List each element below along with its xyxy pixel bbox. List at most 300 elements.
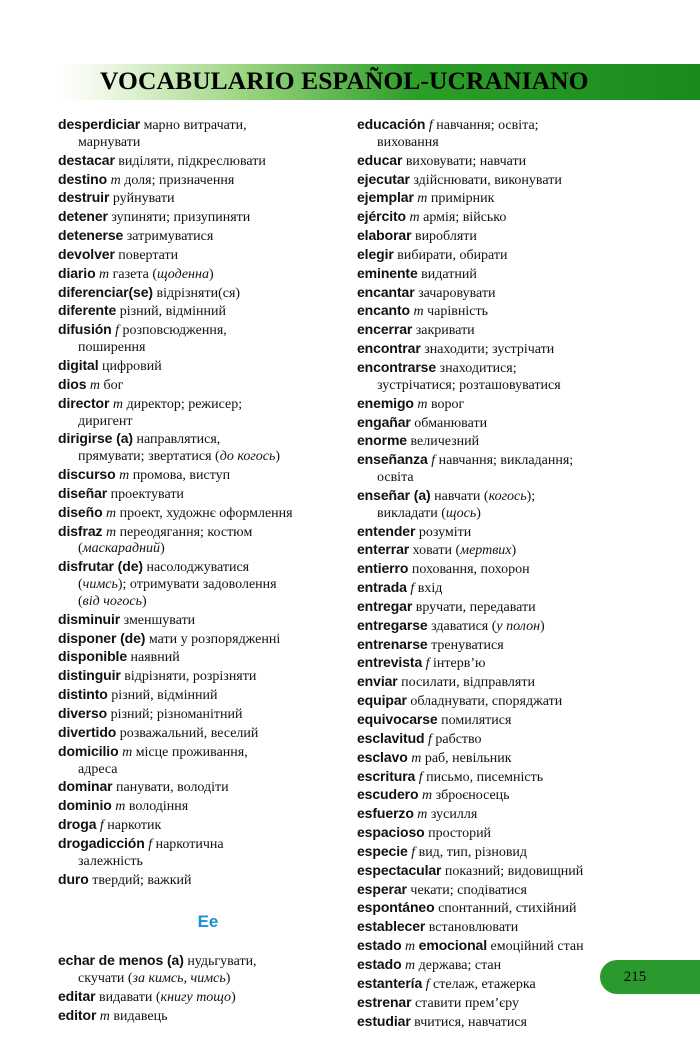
dictionary-entry: [58, 466, 358, 485]
entry-line: [357, 359, 647, 378]
translation-text: вибирати, обирати: [393, 247, 508, 263]
page-title: VOCABULARIO ESPAÑOL-UCRANIANO: [100, 66, 589, 95]
headword: enterrar: [357, 541, 410, 558]
translation-text: ): [275, 449, 281, 465]
italic-text: за кимсь, чимсь: [132, 971, 226, 987]
headword: educación: [357, 116, 426, 132]
left-entries-e: [58, 952, 358, 1025]
entry-line: [357, 617, 647, 636]
italic-text: книгу тощо: [160, 990, 232, 1006]
italic-text: f: [431, 453, 436, 469]
translation-text: поховання, похорон: [408, 562, 530, 578]
translation-text: чарівність: [423, 304, 488, 320]
translation-text: доля; призначення: [120, 172, 235, 188]
entry-line: [357, 414, 647, 433]
italic-text: f: [411, 844, 416, 860]
headword: digital: [58, 356, 99, 373]
entry-line: [58, 630, 358, 649]
translation-text: ховати (: [409, 543, 461, 559]
entry-line: [357, 321, 647, 340]
entry-line: [58, 227, 358, 246]
translation-text: відрізняти(ся): [152, 285, 241, 301]
dictionary-entry: [357, 579, 647, 598]
translation-text: нудьгувати,: [183, 954, 257, 970]
headword: encantar: [357, 283, 415, 300]
dictionary-entry: [58, 686, 358, 705]
entry-line: [357, 692, 647, 711]
translation-text: помилятися: [437, 713, 512, 728]
translation-text: ): [540, 618, 545, 634]
entry-line: [357, 673, 647, 692]
dictionary-entry: [357, 636, 647, 655]
translation-text: виділяти, підкреслювати: [114, 153, 266, 169]
italic-text: щоденна: [157, 266, 209, 282]
translation-text: ): [208, 266, 214, 282]
headword: destacar: [58, 151, 115, 168]
headword: dirigirse (a): [58, 430, 133, 447]
dictionary-entry: [58, 152, 358, 171]
italic-text: маскарадний: [82, 541, 161, 557]
entry-line: [58, 208, 358, 227]
entry-line: [357, 246, 647, 265]
headword: disfrutar (de): [58, 558, 143, 575]
translation-text: цифровий: [98, 358, 162, 374]
translation-text: ): [231, 990, 236, 1006]
translation-text: навчання; освіта;: [432, 118, 539, 133]
dictionary-entry: [58, 871, 358, 890]
dictionary-entry: [58, 284, 358, 303]
headword: especie: [357, 842, 408, 859]
translation-text: видавати (: [95, 990, 161, 1006]
italic-text: f: [99, 818, 104, 834]
translation-text: директор; режисер;: [122, 396, 243, 412]
dictionary-entry: [357, 340, 647, 359]
headword: emocional: [418, 937, 487, 954]
entry-continuation: [357, 378, 647, 395]
translation-text: просторий: [424, 826, 492, 842]
dictionary-entry: [357, 881, 647, 900]
entry-line: [58, 686, 358, 705]
translation-text: виховувати; навчати: [402, 153, 527, 169]
entry-line: [357, 284, 647, 303]
translation-text: руйнувати: [109, 191, 175, 207]
headword: establecer: [357, 918, 426, 935]
translation-text: тренуватися: [427, 637, 504, 653]
entry-line: [357, 227, 647, 246]
entry-line: [357, 560, 647, 579]
dictionary-entry: [357, 265, 647, 284]
dictionary-entry: [357, 673, 647, 692]
translation-text: різний, відмінний: [116, 304, 226, 320]
translation-text: );: [526, 488, 536, 504]
translation-text: повертати: [114, 247, 179, 263]
translation-text: обладнувати, споряджати: [406, 694, 563, 710]
headword: encontrarse: [357, 358, 437, 375]
entry-line: [357, 208, 647, 227]
translation-text: ): [141, 593, 147, 609]
entry-line: [357, 899, 647, 918]
left-entries: [58, 116, 358, 889]
dictionary-entry: [58, 835, 358, 871]
headword: diseñar: [58, 484, 108, 501]
dictionary-entry: [357, 432, 647, 451]
dictionary-entry: [58, 376, 358, 395]
entry-line: [58, 321, 358, 340]
entry-line: [58, 797, 358, 816]
italic-text: щось: [445, 505, 477, 521]
dictionary-entry: [58, 988, 358, 1007]
italic-text: m: [417, 396, 428, 412]
dictionary-entry: [58, 265, 358, 284]
headword: echar de menos (a): [58, 952, 184, 969]
italic-text: m: [106, 505, 117, 521]
italic-text: m: [115, 799, 126, 815]
headword: enseñar (a): [357, 486, 431, 503]
translation-text: панувати, володіти: [112, 780, 229, 796]
entry-continuation: [58, 449, 358, 466]
italic-text: m: [421, 788, 433, 804]
italic-text: m: [411, 750, 422, 766]
italic-text: m: [99, 1008, 110, 1024]
entry-line: [357, 265, 647, 284]
entry-continuation: [58, 541, 358, 558]
entry-line: [58, 430, 358, 449]
entry-line: [357, 340, 647, 359]
headword: escritura: [357, 767, 416, 784]
entry-line: [58, 504, 358, 523]
entry-line: [58, 724, 358, 743]
dictionary-entry: [58, 321, 358, 357]
headword: drogadicción: [58, 834, 145, 851]
headword: encerrar: [357, 321, 413, 338]
headword: disfraz: [58, 522, 103, 539]
headword: disponer (de): [58, 629, 146, 646]
italic-text: m: [112, 396, 123, 412]
entry-line: [58, 284, 358, 303]
headword: editar: [58, 988, 96, 1005]
translation-text: величезний: [406, 434, 480, 450]
dictionary-entry: [357, 359, 647, 395]
headword: entierro: [357, 560, 409, 577]
entry-line: [357, 579, 647, 598]
headword: diseño: [58, 503, 103, 520]
italic-text: когось: [488, 488, 527, 504]
entry-line: [58, 466, 358, 485]
dictionary-entry: [58, 797, 358, 816]
translation-text: зброєносець: [432, 788, 510, 804]
entry-line: [58, 116, 358, 135]
translation-text: ): [225, 971, 231, 987]
translation-text: розуміти: [415, 524, 472, 540]
italic-text: m: [110, 172, 121, 188]
dictionary-entry: [357, 843, 647, 862]
headword: enseñanza: [357, 451, 428, 468]
translation-text: здійснювати, виконувати: [409, 172, 562, 188]
dictionary-entry: [357, 994, 647, 1013]
entry-continuation: [357, 135, 647, 152]
entry-line: [357, 487, 647, 506]
italic-text: m: [105, 524, 117, 540]
entry-line: [357, 171, 647, 190]
right-column: [357, 116, 647, 1031]
headword: esclavitud: [357, 729, 425, 746]
headword: eminente: [357, 264, 418, 281]
dictionary-entry: [58, 227, 358, 246]
headword: enemigo: [357, 394, 414, 411]
translation-text: ворог: [427, 396, 465, 412]
italic-text: f: [418, 769, 423, 785]
translation-text: спонтанний, стихійний: [434, 901, 577, 917]
italic-text: f: [425, 976, 430, 992]
entry-line: [58, 152, 358, 171]
headword: estudiar: [357, 1012, 411, 1029]
italic-text: f: [115, 323, 120, 339]
entry-line: [357, 116, 647, 135]
translation-text: ); отримувати задоволення: [117, 577, 277, 593]
entry-line: [357, 598, 647, 617]
headword: entregar: [357, 597, 413, 614]
dictionary-entry: [58, 1007, 358, 1026]
dictionary-entry: [58, 611, 358, 630]
entry-line: [58, 952, 358, 971]
translation-text: показний; видовищний: [441, 863, 584, 879]
headword: esperar: [357, 880, 407, 897]
dictionary-entry: [58, 724, 358, 743]
translation-text: ): [511, 543, 517, 559]
dictionary-entry: [58, 648, 358, 667]
dictionary-entry: [357, 1013, 647, 1032]
translation-text: зачаровувати: [414, 285, 496, 301]
entry-line: [58, 988, 358, 1007]
dictionary-entry: [357, 862, 647, 881]
headword: droga: [58, 816, 97, 833]
headword: diverso: [58, 705, 108, 721]
translation-text: промова, виступ: [129, 468, 231, 484]
translation-text: рабство: [431, 731, 482, 747]
translation-text: інтерв’ю: [429, 656, 486, 672]
translation-text: проект, художнє оформлення: [116, 505, 293, 521]
entry-line: [357, 1013, 647, 1032]
headword: disponible: [58, 648, 128, 665]
entry-continuation: [357, 470, 647, 487]
dictionary-entry: [357, 918, 647, 937]
entry-line: [357, 451, 647, 470]
headword: distinto: [58, 686, 108, 703]
translation-text: зупиняти; призупиняти: [107, 210, 251, 226]
translation-text: залежність: [78, 853, 143, 869]
headword: encanto: [357, 302, 410, 319]
translation-text: знаходитися;: [436, 360, 517, 376]
translation-text: здаватися (: [427, 618, 497, 634]
translation-text: стелаж, етажерка: [429, 976, 536, 992]
translation-text: прямувати; звертатися (: [78, 449, 220, 465]
translation-text: посилати, відправляти: [397, 675, 535, 691]
dictionary-entry: [58, 504, 358, 523]
dictionary-entry: [58, 189, 358, 208]
headword: equipar: [357, 692, 407, 709]
headword: domicilio: [58, 742, 119, 759]
dictionary-entry: [58, 208, 358, 227]
dictionary-entry: [357, 414, 647, 433]
entry-line: [357, 843, 647, 862]
italic-text: m: [99, 266, 110, 282]
dictionary-entry: [357, 749, 647, 768]
headword: ejecutar: [357, 170, 410, 187]
headword: espacioso: [357, 824, 425, 841]
headword: estantería: [357, 974, 423, 991]
translation-text: газета (: [109, 266, 158, 282]
translation-text: емоційний стан: [487, 939, 584, 955]
translation-text: твердий; важкий: [88, 872, 192, 888]
entry-line: [357, 862, 647, 881]
dictionary-entry: [357, 284, 647, 303]
dictionary-entry: [357, 487, 647, 523]
headword: esfuerzo: [357, 805, 414, 822]
dictionary-entry: [58, 523, 358, 559]
entry-line: [58, 189, 358, 208]
translation-text: вид, тип, різновид: [415, 844, 528, 860]
dictionary-entry: [357, 116, 647, 152]
dictionary-entry: [357, 246, 647, 265]
translation-text: (: [78, 577, 83, 593]
translation-text: наркотик: [103, 818, 162, 834]
headword: dominar: [58, 778, 113, 795]
headword: duro: [58, 870, 89, 887]
headword: entender: [357, 522, 416, 539]
italic-text: m: [122, 744, 133, 760]
entry-line: [58, 302, 358, 321]
headword: desperdiciar: [58, 116, 141, 132]
entry-line: [58, 648, 358, 667]
headword: elegir: [357, 245, 394, 262]
dictionary-entry: [357, 541, 647, 560]
entry-line: [357, 152, 647, 171]
translation-text: (: [78, 541, 83, 557]
dictionary-entry: [58, 430, 358, 466]
dictionary-entry: [58, 171, 358, 190]
dictionary-entry: [357, 598, 647, 617]
headword: encontrar: [357, 340, 421, 357]
translation-text: навчання; викладання;: [435, 453, 574, 469]
headword: dominio: [58, 797, 112, 814]
dictionary-entry: [357, 824, 647, 843]
entry-continuation: [357, 506, 647, 523]
entry-line: [357, 805, 647, 824]
headword: destruir: [58, 189, 110, 206]
dictionary-entry: [357, 692, 647, 711]
entry-line: [357, 432, 647, 451]
entry-line: [58, 705, 358, 724]
headword: entregarse: [357, 616, 428, 633]
headword: enorme: [357, 432, 407, 449]
dictionary-entry: [357, 171, 647, 190]
italic-text: f: [148, 836, 153, 852]
translation-text: володіння: [125, 799, 189, 815]
italic-text: m: [413, 304, 424, 320]
translation-text: ): [160, 541, 165, 557]
dictionary-entry: [58, 558, 358, 611]
dictionary-entry: [58, 395, 358, 431]
entry-line: [357, 994, 647, 1013]
translation-text: переодягання; костюм: [116, 524, 253, 540]
entry-line: [357, 824, 647, 843]
translation-text: виробляти: [411, 229, 477, 245]
translation-text: виховання: [377, 134, 439, 150]
dictionary-entry: [357, 768, 647, 787]
translation-text: мати у розпорядженні: [145, 631, 281, 647]
headword: disminuir: [58, 610, 121, 627]
translation-text: наявний: [127, 650, 180, 666]
entry-line: [357, 881, 647, 900]
headword: educar: [357, 151, 403, 168]
translation-text: зусилля: [427, 807, 478, 823]
entry-line: [58, 357, 358, 376]
headword: espontáneo: [357, 899, 435, 916]
headword: dios: [58, 375, 87, 392]
entry-line: [58, 667, 358, 686]
translation-text: зустрічатися; розташовуватися: [377, 377, 561, 393]
entry-line: [58, 246, 358, 265]
dictionary-entry: [58, 778, 358, 797]
entry-line: [357, 768, 647, 787]
italic-text: m: [417, 807, 428, 823]
entry-line: [58, 171, 358, 190]
dictionary-entry: [357, 302, 647, 321]
entry-line: [58, 743, 358, 762]
entry-line: [58, 485, 358, 504]
translation-text: відрізняти, розрізняти: [120, 669, 257, 685]
headword: entrevista: [357, 654, 423, 671]
headword: estado: [357, 937, 402, 954]
entry-line: [58, 1007, 358, 1026]
headword: enviar: [357, 673, 398, 690]
entry-continuation: [58, 135, 358, 152]
section-heading-e: Ee: [197, 912, 219, 932]
translation-text: видатний: [417, 266, 477, 282]
dictionary-entry: [357, 730, 647, 749]
translation-text: примірник: [427, 191, 495, 207]
translation-text: адреса: [78, 761, 118, 777]
dictionary-entry: [357, 899, 647, 918]
translation-text: розповсюдження,: [119, 323, 227, 339]
translation-text: закривати: [412, 323, 475, 339]
translation-text: ): [476, 505, 481, 521]
translation-text: розважальний, веселий: [116, 725, 259, 741]
dictionary-entry: [58, 705, 358, 724]
translation-text: чекати; сподіватися: [406, 882, 527, 898]
dictionary-entry: [357, 189, 647, 208]
headword: discurso: [58, 466, 116, 483]
translation-text: наркотична: [152, 836, 224, 852]
entry-line: [58, 835, 358, 854]
translation-text: освіта: [377, 470, 414, 486]
entry-line: [58, 523, 358, 542]
headword: escudero: [357, 786, 419, 803]
translation-text: викладати (: [377, 505, 446, 521]
dictionary-entry: [58, 667, 358, 686]
headword: ejército: [357, 208, 406, 225]
entry-line: [357, 749, 647, 768]
translation-text: письмо, писемність: [422, 769, 544, 785]
entry-line: [357, 937, 647, 956]
translation-text: марно витрачати,: [140, 118, 247, 133]
entry-continuation: [58, 414, 358, 431]
italic-text: m: [405, 957, 416, 973]
italic-text: f: [428, 118, 433, 133]
translation-text: вхід: [414, 581, 443, 597]
entry-line: [357, 541, 647, 560]
translation-text: скучати (: [78, 971, 133, 987]
